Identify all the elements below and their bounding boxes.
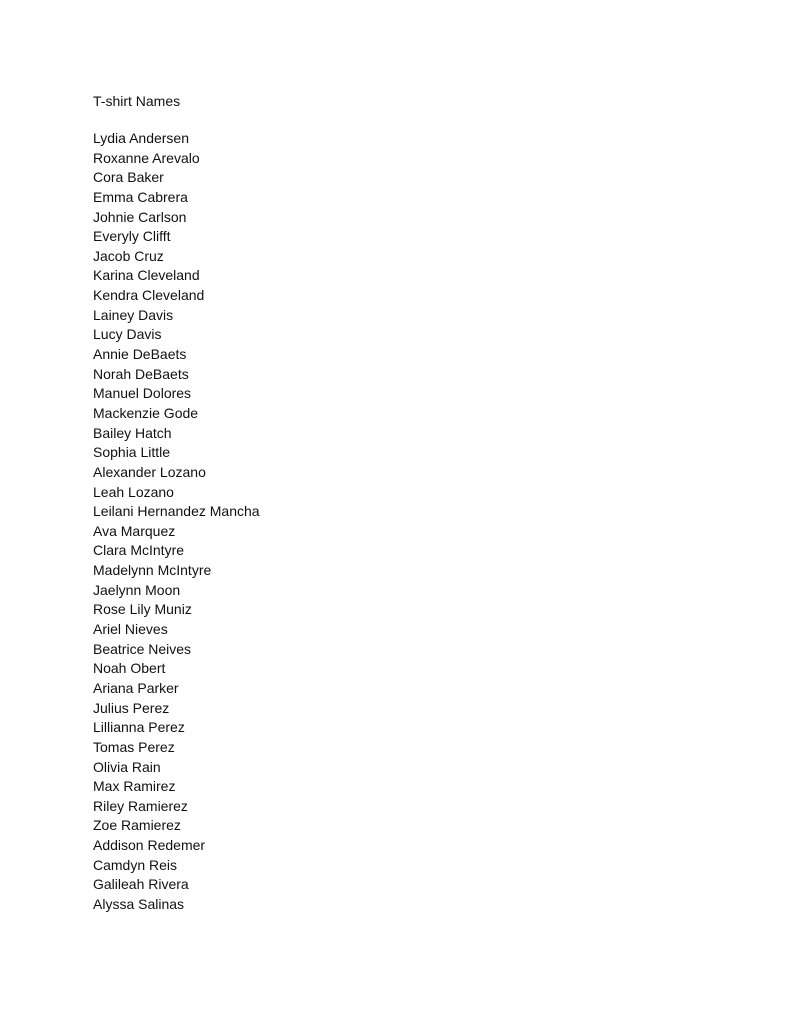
list-item: Olivia Rain — [93, 758, 161, 775]
list-item: Max Ramirez — [93, 778, 176, 795]
list-item: Bailey Hatch — [93, 424, 172, 441]
list-item: Roxanne Arevalo — [93, 149, 200, 166]
list-item: Emma Cabrera — [93, 188, 188, 205]
list-item: Clara McIntyre — [93, 542, 185, 559]
list-item: Alyssa Salinas — [93, 895, 185, 912]
name-list — [93, 129, 260, 915]
list-item: Kendra Cleveland — [93, 287, 205, 304]
list-item: Everyly Clifft — [93, 228, 171, 245]
list-item: Tomas Perez — [93, 738, 175, 755]
list-item: Norah DeBaets — [93, 365, 189, 382]
list-item: Madelynn McIntyre — [93, 562, 212, 579]
list-item: Lucy Davis — [93, 326, 162, 343]
list-item: Jacob Cruz — [93, 247, 164, 264]
list-item: Addison Redemer — [93, 837, 206, 854]
document-title: T-shirt Names — [93, 93, 181, 109]
list-item: Leilani Hernandez Mancha — [93, 503, 260, 520]
list-item: Beatrice Neives — [93, 640, 192, 657]
list-item: Rose Lily Muniz — [93, 601, 192, 618]
list-item: Ariel Nieves — [93, 621, 168, 638]
list-item: Mackenzie Gode — [93, 404, 199, 421]
list-item: Leah Lozano — [93, 483, 174, 500]
list-item: Ava Marquez — [93, 522, 176, 539]
list-item: Cora Baker — [93, 169, 164, 186]
list-item: Karina Cleveland — [93, 267, 200, 284]
list-item: Johnie Carlson — [93, 208, 187, 225]
list-item: Jaelynn Moon — [93, 581, 181, 598]
list-item: Alexander Lozano — [93, 463, 206, 480]
list-item: Manuel Dolores — [93, 385, 192, 402]
list-item: Zoe Ramierez — [93, 817, 181, 834]
list-item: Noah Obert — [93, 660, 166, 677]
list-item: Annie DeBaets — [93, 346, 187, 363]
list-item: Ariana Parker — [93, 679, 179, 696]
list-item: Riley Ramierez — [93, 797, 188, 814]
list-item: Sophia Little — [93, 444, 171, 461]
list-item: Lillianna Perez — [93, 719, 185, 736]
list-item: Julius Perez — [93, 699, 170, 716]
list-item: Lainey Davis — [93, 306, 174, 323]
list-item: Galileah Rivera — [93, 876, 189, 893]
list-item: Camdyn Reis — [93, 856, 178, 873]
list-item: Lydia Andersen — [93, 130, 189, 146]
